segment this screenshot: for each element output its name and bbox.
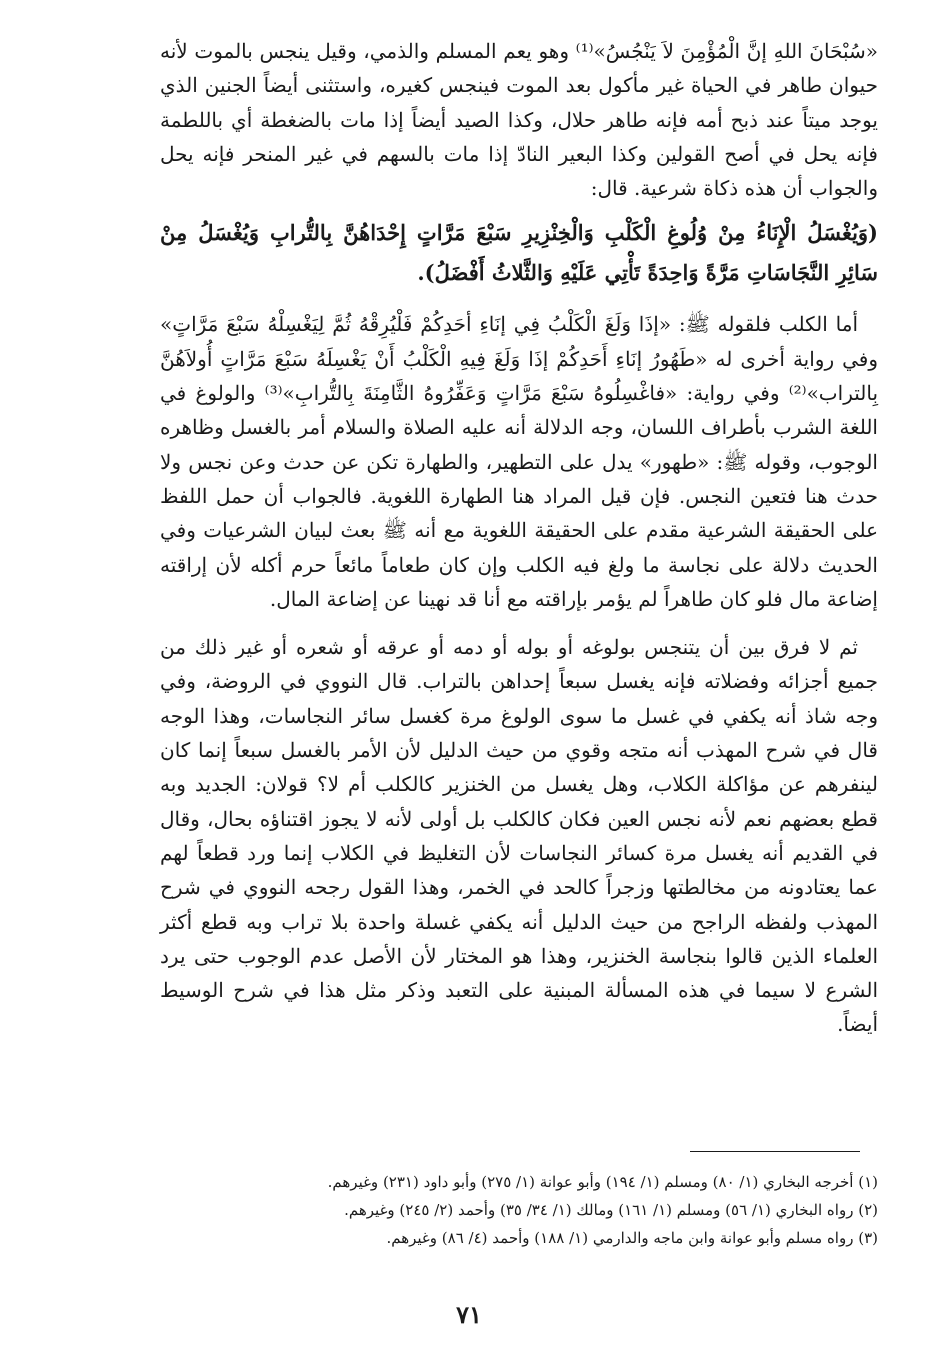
footnote-1: (١) أخرجه البخاري (١/ ٨٠) ومسلم (١/ ١٩٤) وأبو عوانة (١/ ٢٧٥) وأبو داود (٢٣١) وغيرهم.	[327, 1173, 878, 1191]
paragraph-1: «سُبْحَانَ اللهِ إنَّ الْمُؤْمِنَ لاَ يَنْجُسُ»⁽¹⁾ وهو يعم المسلم والذمي، وقيل ينجس بالموت لأنه حيوان طاهر في الحياة غير مأكول بعد الموت فينجس كغيره، واستثنى أيضاً الجنين الذي يوجد ميتاً عند ذبح أمه فإنه طاهر حلال، وكذا الصيد أيضاً إذا مات بالضغطة أي باللطمة فإنه يحل في أصح القولين وكذا البعير النادّ إذا مات بالسهم في غير المنحر فإنه يحل والجواب أن هذه ذكاة شرعية. قال:	[160, 39, 879, 201]
page-number: ٧١	[456, 1300, 482, 1329]
footnotes	[150, 1168, 878, 1252]
matn-text: (وَيُغْسَلُ الْإِنَاءُ مِنْ وُلُوغِ الْكَلْبِ وَالْخِنْزِيرِ سَبْعَ مَرَّاتٍ إِحْدَاهُنَّ بِالتُّرابِ وَيُغْسَلُ مِنْ سَائِرِ النَّجَاسَاتِ مَرَّةً وَاحِدَةً تَأْتِي عَلَيْهِ وَالثَّلاثُ أَفْضَلُ).	[160, 220, 878, 286]
paragraph-2: أما الكلب فلقوله ﷺ: «إذَا وَلَغَ الْكَلْبُ فِي إنَاءِ أحَدِكُمْ فَلْيُرِقْهُ ثُمَّ لِيَغْسِلْهُ سَبْعَ مَرَّاتٍ» وفي رواية أخرى له «طَهُورُ إنَاءِ أَحَدِكُمْ إذَا وَلَغَ فِيهِ الْكَلْبُ أَنْ يَغْسِلَهُ سَبْعَ مَرَّاتٍ أُولاَهُنَّ بِالتراب»⁽²⁾ وفي رواية: «فاغْسِلُوهُ سَبْعَ مَرَّاتٍ وَعَفِّرُوهُ الثَّامِنَةَ بِالتُّرابِ»⁽³⁾ والولوغ في اللغة الشرب بأطراف اللسان، وجه الدلالة أنه عليه الصلاة والسلام أمر بالغسل وظاهره الوجوب، وقوله ﷺ: «طهور» يدل على التطهير، والطهارة تكن عن حدث وعن نجس ولا حدث هنا فتعين النجس. فإن قيل المراد هنا الطهارة اللغوية. فالجواب أن حمل اللفظ على الحقيقة الشرعية مقدم على الحقيقة اللغوية مع أنه ﷺ بعث لبيان الشرعيات وفي الحديث دلالة على نجاسة ما ولغ فيه الكلب وإن كان طعاماً مائعاً حرم أكله لأن إراقته إضاعة مال فلو كان طاهراً لم يؤمر بإراقته مع أنا قد نهينا عن إضاعة المال.	[160, 312, 879, 611]
footnote-3: (٣) رواه مسلم وأبو عوانة وابن ماجه والدارمي (١/ ١٨٨) وأحمد (٤/ ٨٦) وغيرهم.	[386, 1229, 878, 1247]
footnote-2: (٢) رواه البخاري (١/ ٥٦) ومسلم (١/ ١٦١) ومالك (١/ ٣٤/ ٣٥) وأحمد (٢/ ٢٤٥) وغيرهم.	[344, 1201, 878, 1219]
paragraph-3: ثم لا فرق بين أن يتنجس بولوغه أو بوله أو دمه أو عرقه أو شعره أو غير ذلك من جميع أجزائه وفضلاته فإنه يغسل سبعاً إحداهن بالتراب. قال النووي في الروضة، وفي وجه شاذ أنه يكفي في غسل ما سوى الولوغ مرة كغسل سائر النجاسات، وهذا الوجه قال في شرح المهذب أنه متجه وقوي من حيث الدليل لأن الأمر بالغسل سبعاً إنما كان لينفرهم عن مؤاكلة الكلاب، وهل يغسل من الخنزير كالكلب أم لا؟ قولان: الجديد وبه قطع بعضهم نعم لأنه نجس العين فكان كالكلب بل أولى لأنه لا يجوز اقتناؤه بحال، وقال في القديم أنه يغسل مرة كسائر النجاسات لأن التغليظ في الكلاب إنما ورد قطعاً لهم عما يعتادونه من مخالطتها وزجراً كالحد في الخمر، وهذا القول رجحه النووي في شرح المهذب ولفظه الراجح من حيث الدليل أنه يكفي غسلة واحدة بلا تراب وبه قطع أكثر العلماء الذين قالوا بنجاسة الخنزير، وهذا هو المختار لأن الأصل عدم الوجوب حتى يرد الشرع لا سيما في هذه المسألة المبنية على التعبد وذكر مثل هذا في شرح الوسيط أيضاً.	[160, 635, 878, 1037]
main-text	[160, 34, 878, 1042]
footnote-divider	[690, 1151, 860, 1152]
